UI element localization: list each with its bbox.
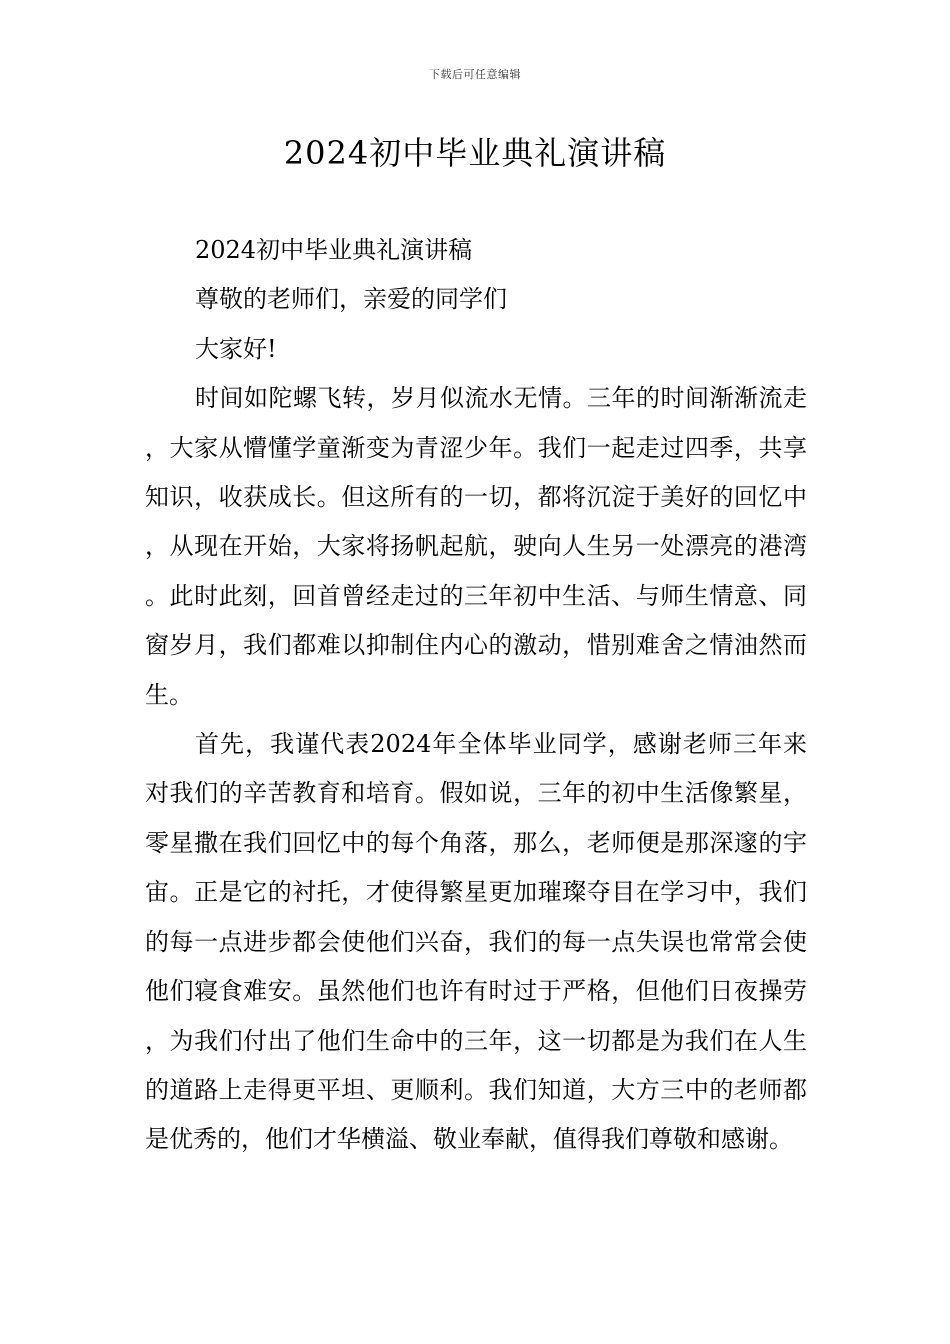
body-paragraph-title: 2024初中毕业典礼演讲稿 [195, 236, 473, 264]
header-note: 下载后可任意编辑 [429, 68, 521, 81]
document-body [145, 226, 807, 1165]
body-paragraph: 时间如陀螺飞转，岁月似流水无情。三年的时间渐渐流走，大家从懵懂学童渐变为青涩少年。我们一起走过四季，共享知识，收获成长。但这所有的一切，都将沉淀于美好的回忆中，从现在开始，大家将扬帆起航，驶向人生另一处漂亮的港湾。此时此刻，回首曾经走过的三年初中生活、与师生情意、同窗岁月，我们都难以抑制住内心的激动，惜别难舍之情油然而生。 [145, 384, 807, 709]
body-paragraph-greeting: 大家好! [195, 334, 277, 363]
body-paragraph-salutation: 尊敬的老师们，亲爱的同学们 [195, 285, 507, 314]
body-paragraph: 首先，我谨代表2024年全体毕业同学，感谢老师三年来对我们的辛苦教育和培育。假如说，三年的初中生活像繁星，零星撒在我们回忆中的每个角落，那么，老师便是那深邃的宇宙。正是它的衬托，才使得繁星更加璀璨夺目在学习中，我们的每一点进步都会使他们兴奋，我们的每一点失误也常常会使他们寝食难安。虽然他们也许有时过于严格，但他们日夜操劳，为我们付出了他们生命中的三年，这一切都是为我们在人生的道路上走得更平坦、更顺利。我们知道，大方三中的老师都是优秀的，他们才华横溢、敬业奉献，值得我们尊敬和感谢。 [145, 730, 807, 1154]
document-title: 2024初中毕业典礼演讲稿 [283, 134, 667, 172]
